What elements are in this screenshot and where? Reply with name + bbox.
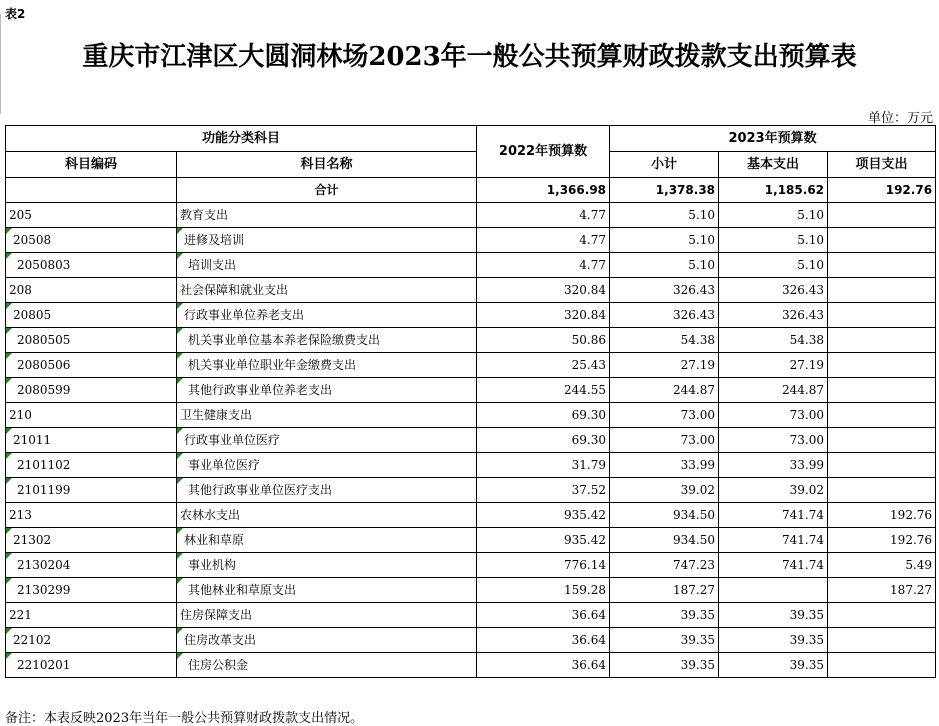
budget-2022-cell: 159.28: [477, 578, 610, 603]
code-cell: 2101199: [6, 478, 177, 503]
basic-cell: 5.10: [719, 203, 828, 228]
total-budget-2022: 1,366.98: [477, 178, 610, 203]
project-cell: [828, 378, 936, 403]
name-cell: 社会保障和就业支出: [177, 278, 477, 303]
code-cell: 2210201: [6, 653, 177, 678]
project-cell: [828, 278, 936, 303]
code-cell: 2130204: [6, 553, 177, 578]
subtotal-cell: 326.43: [610, 303, 719, 328]
subtotal-cell: 5.10: [610, 203, 719, 228]
table-row: [6, 228, 936, 253]
code-cell: 21302: [6, 528, 177, 553]
table-row: [6, 278, 936, 303]
name-cell: 教育支出: [177, 203, 477, 228]
project-cell: 187.27: [828, 578, 936, 603]
table-row: [6, 453, 936, 478]
header-budget-2023: 2023年预算数: [610, 126, 936, 152]
table-row: [6, 328, 936, 353]
project-cell: [828, 303, 936, 328]
basic-cell: 741.74: [719, 528, 828, 553]
basic-cell: [719, 578, 828, 603]
name-cell: 机关事业单位基本养老保险缴费支出: [177, 328, 477, 353]
project-cell: 192.76: [828, 503, 936, 528]
project-cell: [828, 228, 936, 253]
name-cell: 农林水支出: [177, 503, 477, 528]
code-cell: 2130299: [6, 578, 177, 603]
subtotal-cell: 244.87: [610, 378, 719, 403]
table-row: [6, 478, 936, 503]
code-cell: 2080599: [6, 378, 177, 403]
name-cell: 培训支出: [177, 253, 477, 278]
code-cell: 21011: [6, 428, 177, 453]
budget-2022-cell: 37.52: [477, 478, 610, 503]
subtotal-cell: 27.19: [610, 353, 719, 378]
subtotal-cell: 5.10: [610, 253, 719, 278]
project-cell: [828, 628, 936, 653]
table-row: [6, 253, 936, 278]
budget-2022-cell: 36.64: [477, 603, 610, 628]
header-name: 科目名称: [177, 152, 477, 178]
total-subtotal: 1,378.38: [610, 178, 719, 203]
subtotal-cell: 39.35: [610, 653, 719, 678]
subtotal-cell: 54.38: [610, 328, 719, 353]
basic-cell: 33.99: [719, 453, 828, 478]
table-row: [6, 603, 936, 628]
budget-2022-cell: 776.14: [477, 553, 610, 578]
project-cell: [828, 478, 936, 503]
basic-cell: 326.43: [719, 303, 828, 328]
table-row: [6, 428, 936, 453]
budget-2022-cell: 4.77: [477, 253, 610, 278]
basic-cell: 73.00: [719, 428, 828, 453]
budget-2022-cell: 69.30: [477, 428, 610, 453]
project-cell: [828, 603, 936, 628]
header-budget-2022: 2022年预算数: [477, 126, 610, 178]
code-cell: 22102: [6, 628, 177, 653]
subtotal-cell: 33.99: [610, 453, 719, 478]
code-cell: 20805: [6, 303, 177, 328]
project-cell: [828, 328, 936, 353]
table-row: [6, 628, 936, 653]
basic-cell: 39.35: [719, 653, 828, 678]
budget-2022-cell: 50.86: [477, 328, 610, 353]
budget-2022-cell: 36.64: [477, 653, 610, 678]
budget-2022-cell: 935.42: [477, 528, 610, 553]
basic-cell: 54.38: [719, 328, 828, 353]
total-project: 192.76: [828, 178, 936, 203]
name-cell: 住房改革支出: [177, 628, 477, 653]
code-cell: 2050803: [6, 253, 177, 278]
basic-cell: 741.74: [719, 553, 828, 578]
budget-2022-cell: 69.30: [477, 403, 610, 428]
basic-cell: 5.10: [719, 228, 828, 253]
code-cell: 205: [6, 203, 177, 228]
code-cell: 2080506: [6, 353, 177, 378]
budget-2022-cell: 320.84: [477, 278, 610, 303]
budget-2022-cell: 935.42: [477, 503, 610, 528]
name-cell: 进修及培训: [177, 228, 477, 253]
name-cell: 住房保障支出: [177, 603, 477, 628]
header-subtotal: 小计: [610, 152, 719, 178]
name-cell: 住房公积金: [177, 653, 477, 678]
project-cell: 5.49: [828, 553, 936, 578]
budget-2022-cell: 244.55: [477, 378, 610, 403]
project-cell: [828, 353, 936, 378]
project-cell: [828, 253, 936, 278]
budget-2022-cell: 36.64: [477, 628, 610, 653]
code-cell: 20508: [6, 228, 177, 253]
budget-2022-cell: 25.43: [477, 353, 610, 378]
project-cell: [828, 428, 936, 453]
subtotal-cell: 187.27: [610, 578, 719, 603]
budget-table: [5, 125, 936, 678]
unit-label: 单位：万元: [867, 111, 933, 126]
basic-cell: 244.87: [719, 378, 828, 403]
name-cell: 其他林业和草原支出: [177, 578, 477, 603]
subtotal-cell: 73.00: [610, 428, 719, 453]
project-cell: [828, 653, 936, 678]
name-cell: 其他行政事业单位医疗支出: [177, 478, 477, 503]
name-cell: 行政事业单位养老支出: [177, 303, 477, 328]
code-cell: 213: [6, 503, 177, 528]
budget-2022-cell: 4.77: [477, 228, 610, 253]
basic-cell: 39.35: [719, 603, 828, 628]
table-row: [6, 653, 936, 678]
page-title: 重庆市江津区大圆洞林场2023年一般公共预算财政拨款支出预算表: [82, 42, 857, 72]
subtotal-cell: 934.50: [610, 503, 719, 528]
project-cell: 192.76: [828, 528, 936, 553]
code-cell: 210: [6, 403, 177, 428]
project-cell: [828, 453, 936, 478]
basic-cell: 39.02: [719, 478, 828, 503]
subtotal-cell: 5.10: [610, 228, 719, 253]
table-row: [6, 553, 936, 578]
footnote: 备注：本表反映2023年当年一般公共预算财政拨款支出情况。: [5, 711, 364, 726]
budget-2022-cell: 4.77: [477, 203, 610, 228]
code-cell: 221: [6, 603, 177, 628]
basic-cell: 73.00: [719, 403, 828, 428]
subtotal-cell: 39.35: [610, 628, 719, 653]
subtotal-cell: 326.43: [610, 278, 719, 303]
sheet-label: 表2: [5, 7, 26, 21]
code-cell: 2101102: [6, 453, 177, 478]
name-cell: 事业机构: [177, 553, 477, 578]
total-code-cell: [6, 178, 177, 203]
table-row: [6, 578, 936, 603]
project-cell: [828, 203, 936, 228]
basic-cell: 741.74: [719, 503, 828, 528]
subtotal-cell: 39.02: [610, 478, 719, 503]
code-cell: 208: [6, 278, 177, 303]
basic-cell: 39.35: [719, 628, 828, 653]
header-project: 项目支出: [828, 152, 936, 178]
table-row: [6, 203, 936, 228]
total-basic: 1,185.62: [719, 178, 828, 203]
budget-2022-cell: 320.84: [477, 303, 610, 328]
name-cell: 事业单位医疗: [177, 453, 477, 478]
table-row: [6, 528, 936, 553]
budget-2022-cell: 31.79: [477, 453, 610, 478]
basic-cell: 27.19: [719, 353, 828, 378]
header-code: 科目编码: [6, 152, 177, 178]
total-row: [6, 178, 936, 203]
name-cell: 卫生健康支出: [177, 403, 477, 428]
basic-cell: 5.10: [719, 253, 828, 278]
table-row: [6, 403, 936, 428]
header-function-group: 功能分类科目: [6, 126, 477, 152]
code-cell: 2080505: [6, 328, 177, 353]
table-row: [6, 303, 936, 328]
total-label: 合计: [177, 178, 477, 203]
name-cell: 行政事业单位医疗: [177, 428, 477, 453]
header-basic: 基本支出: [719, 152, 828, 178]
subtotal-cell: 934.50: [610, 528, 719, 553]
name-cell: 机关事业单位职业年金缴费支出: [177, 353, 477, 378]
subtotal-cell: 39.35: [610, 603, 719, 628]
subtotal-cell: 747.23: [610, 553, 719, 578]
name-cell: 其他行政事业单位养老支出: [177, 378, 477, 403]
project-cell: [828, 403, 936, 428]
basic-cell: 326.43: [719, 278, 828, 303]
table-row: [6, 503, 936, 528]
subtotal-cell: 73.00: [610, 403, 719, 428]
table-row: [6, 378, 936, 403]
name-cell: 林业和草原: [177, 528, 477, 553]
table-row: [6, 353, 936, 378]
